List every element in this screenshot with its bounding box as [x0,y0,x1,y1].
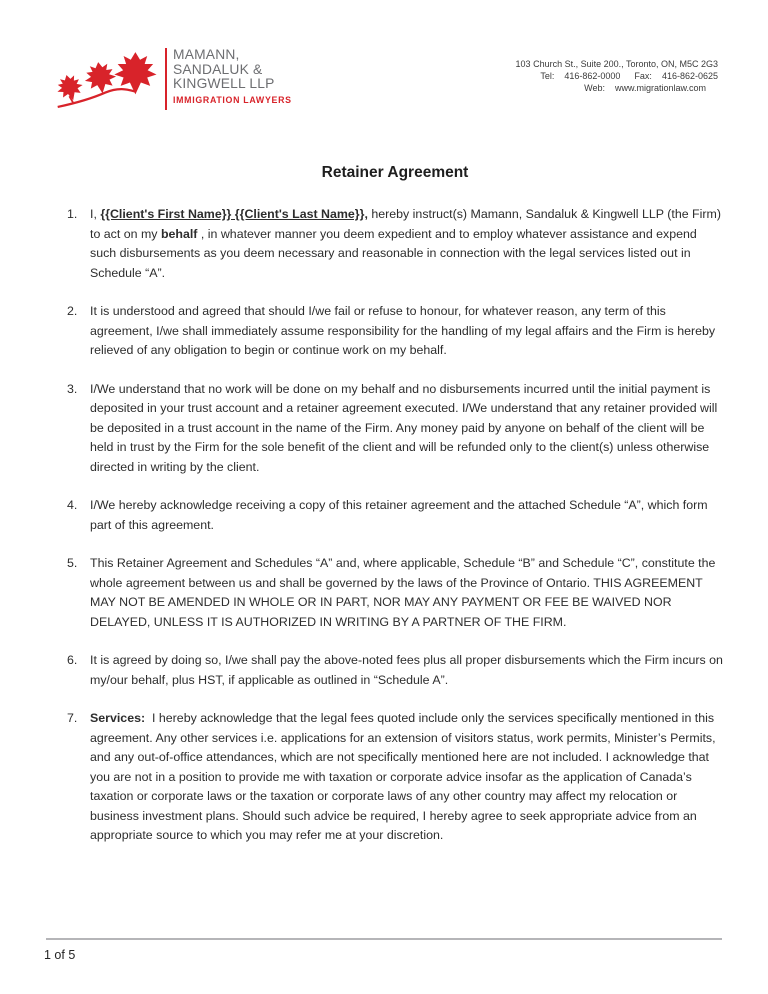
logo-divider [165,48,167,110]
firm-name-line: MAMANN, [173,47,240,62]
list-item [67,651,727,690]
clause-number: 3. [67,381,78,396]
list-item [67,554,723,632]
address-text: 103 Church St., Suite 200., Toronto, ON, M5C 2G3 [515,59,718,69]
website-url: www.migrationlaw.com [614,83,706,93]
contact-block [516,48,718,94]
clause-number: 1. [67,207,78,221]
page-title: Retainer Agreement [321,164,469,181]
maple-leaves-icon [55,50,161,110]
clause-number: 4. [67,498,78,512]
clause-text: It is agreed by doing so, I/we shall pay the above-noted fees plus all proper disbursements which the Firm incurs on my/our behalf, plus HST, if applicable as outlined in “Schedule A”. [90,653,727,687]
contact-address [516,58,718,70]
clause-text: It is understood and agreed that should I/we fail or refuse to honour, for whatever reason, any term of this agreement, I/we shall immediately assume responsibility for the handling of my legal affairs and the Firm is hereby relieved of any obligation to begin or continue work on my behalf. [90,304,719,357]
clause-text: I/We understand that no work will be done on my behalf and no disbursements incurred until the initial payment is deposited in your trust account and a retainer agreement executed. I/We understand that any retainer provided will be deposited in a trust account in the name of the Firm. Any money paid by anyone on behalf of the client will be held in trust by the Firm for the sole benefit of the client and will be refunded only to the client(s) unless otherwise directed in writing by the client. [90,381,721,474]
firm-name [173,48,292,105]
clause-number: 5. [67,556,78,570]
clause-number: 6. [67,653,78,667]
web-label: Web: [584,83,605,93]
firm-name-line: SANDALUK & [173,61,263,77]
letterhead [55,48,718,110]
clause-text: This Retainer Agreement and Schedules “A” and, where applicable, Schedule “B” and Schedule “C”, constitute the whole agreement between us and shall be governed by the laws of the Province of Ontario. THIS AGREEMENT MAY NOT BE AMENDED IN WHOLE OR IN PART, NOR MAY ANY PAYMENT OR FEE BE WAIVED NOR DELAYED, UNLESS IT IS AUTHORIZED IN WRITING BY A PARTNER OF THE FIRM. [90,556,719,629]
tel-label: Tel: [540,71,555,81]
list-item [67,302,723,361]
list-item [67,496,723,535]
tel-number: 416-862-0000 [564,71,621,81]
list-item [67,380,723,478]
page-number: 1 of 5 [44,948,76,962]
clause-number: 7. [67,711,78,725]
clause-number: 2. [67,304,78,318]
list-item [67,205,723,283]
contact-web [516,82,718,94]
firm-name-line: KINGWELL LLP [173,76,275,92]
clause-list [67,205,727,865]
firm-tagline: IMMIGRATION LAWYERS [173,94,292,105]
fax-label: Fax: [634,71,652,81]
fax-number: 416-862-0625 [661,71,718,81]
firm-logo [55,48,292,110]
contact-phone-fax [516,70,718,82]
footer-divider [46,938,722,940]
clause-text: I, {{Client's First Name}} {{Client's Last Name}}, hereby instruct(s) Mamann, Sandaluk & Kingwell LLP (the Firm) to act on my behalf , in whatever manner you deem expedient and to employ whatever assistance and expend such disbursements as you deem necessary and reasonable in connection with the legal services listed out in Schedule “A”. [90,207,725,280]
list-item [67,709,723,846]
clause-text: Services: I hereby acknowledge that the legal fees quoted include only the services specifically mentioned in this agreement. Any other services i.e. applications for an extension of visitors status, work permits, Minister’s Permits, and any out-of-office attendances, which are not specifically mentioned here are not included. I acknowledge that you are not in a position to provide me with taxation or corporate advice insofar as the application of Canada’s taxation or corporate laws or the taxation or corporate laws of any other country may affect my relocation or business investment plans. Should such advice be required, I hereby agree to seek appropriate advice from an appropriate source to which you may refer me at your discretion. [90,711,719,842]
clause-text: I/We hereby acknowledge receiving a copy of this retainer agreement and the attached Schedule “A”, which form part of this agreement. [90,498,712,532]
